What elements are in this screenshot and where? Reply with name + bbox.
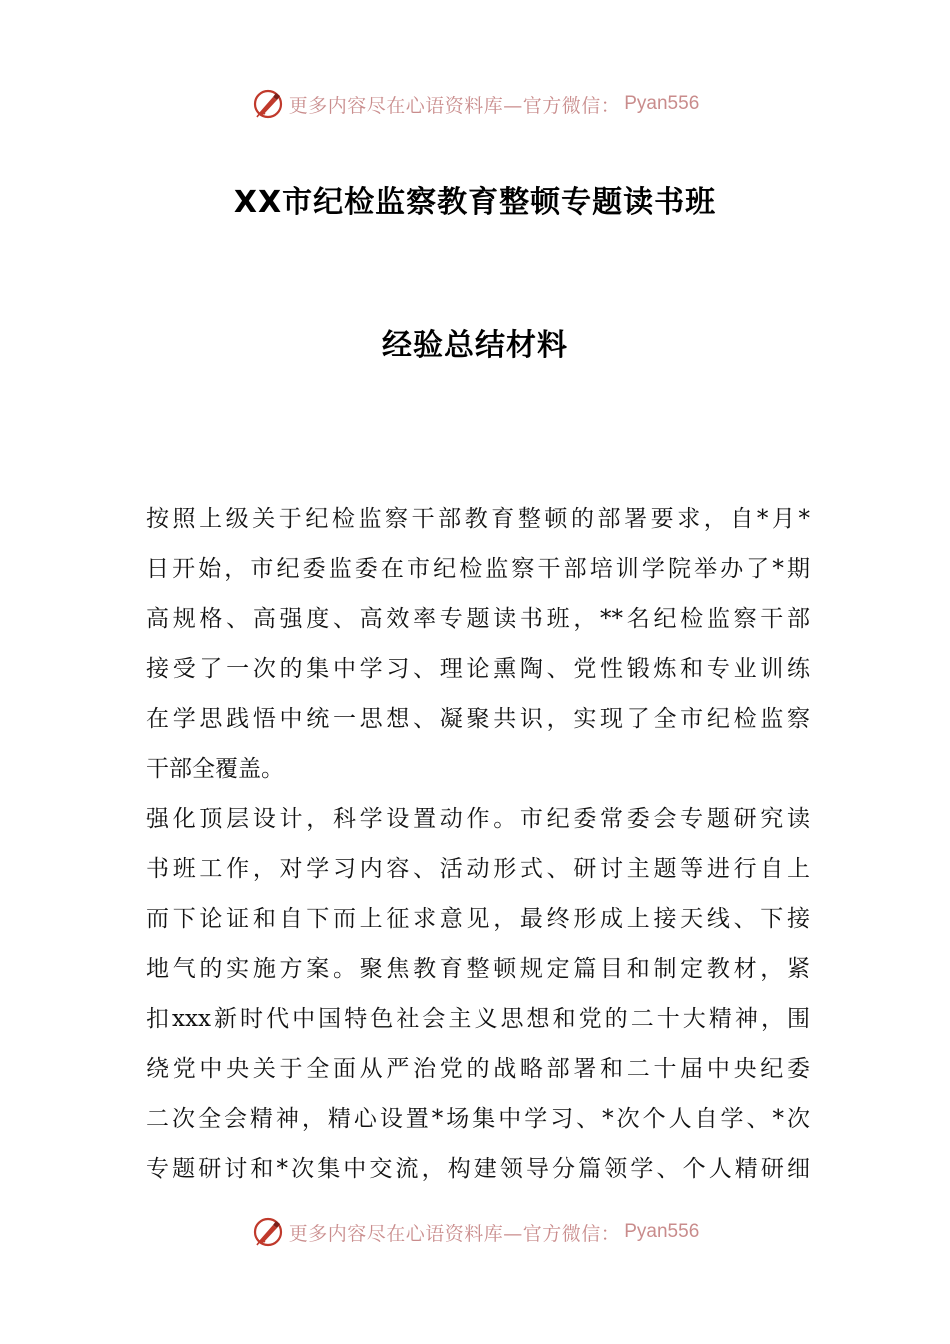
- watermark-wechat-id: Pyan556: [624, 93, 700, 114]
- watermark-wechat-id: Pyan556: [624, 1221, 700, 1242]
- body-line: 扣xxx新时代中国特色社会主义思想和党的二十大精神，围: [146, 1006, 810, 1032]
- body-line: 按照上级关于纪检监察干部教育整顿的部署要求，自*月*: [146, 506, 810, 532]
- body-line: 专题研讨和*次集中交流，构建领导分篇领学、个人精研细: [146, 1156, 810, 1182]
- body-line: 干部全覆盖。: [146, 756, 284, 782]
- watermark-banner-bottom: [0, 1212, 950, 1252]
- body-line: 二次全会精神，精心设置*场集中学习、*次个人自学、*次: [146, 1106, 810, 1132]
- document-title-line2: 经验总结材料: [382, 328, 568, 363]
- body-line: 在学思践悟中统一思想、凝聚共识，实现了全市纪检监察: [146, 706, 810, 732]
- body-line: 高规格、高强度、高效率专题读书班，**名纪检监察干部: [146, 606, 810, 632]
- document-title-line1: XX市纪检监察教育整顿专题读书班: [233, 185, 717, 220]
- body-line: 日开始，市纪委监委在市纪检监察干部培训学院举办了*期: [146, 556, 810, 582]
- watermark-text: 更多内容尽在心语资料库—官方微信：: [288, 94, 621, 117]
- pen-logo-icon: [251, 1215, 285, 1249]
- body-line: 地气的实施方案。聚焦教育整顿规定篇目和制定教材，紧: [146, 956, 810, 982]
- watermark-text: 更多内容尽在心语资料库—官方微信：: [288, 1222, 621, 1245]
- watermark-banner-top: [0, 84, 950, 124]
- body-line: 书班工作，对学习内容、活动形式、研讨主题等进行自上: [146, 856, 810, 882]
- document-body: [146, 494, 810, 1194]
- pen-logo-icon: [251, 87, 285, 121]
- body-line: 绕党中央关于全面从严治党的战略部署和二十届中央纪委: [146, 1056, 810, 1082]
- body-line: 而下论证和自下而上征求意见，最终形成上接天线、下接: [146, 906, 810, 932]
- body-line: 接受了一次的集中学习、理论熏陶、党性锻炼和专业训练: [146, 656, 810, 682]
- body-line: 强化顶层设计，科学设置动作。市纪委常委会专题研究读: [146, 806, 810, 832]
